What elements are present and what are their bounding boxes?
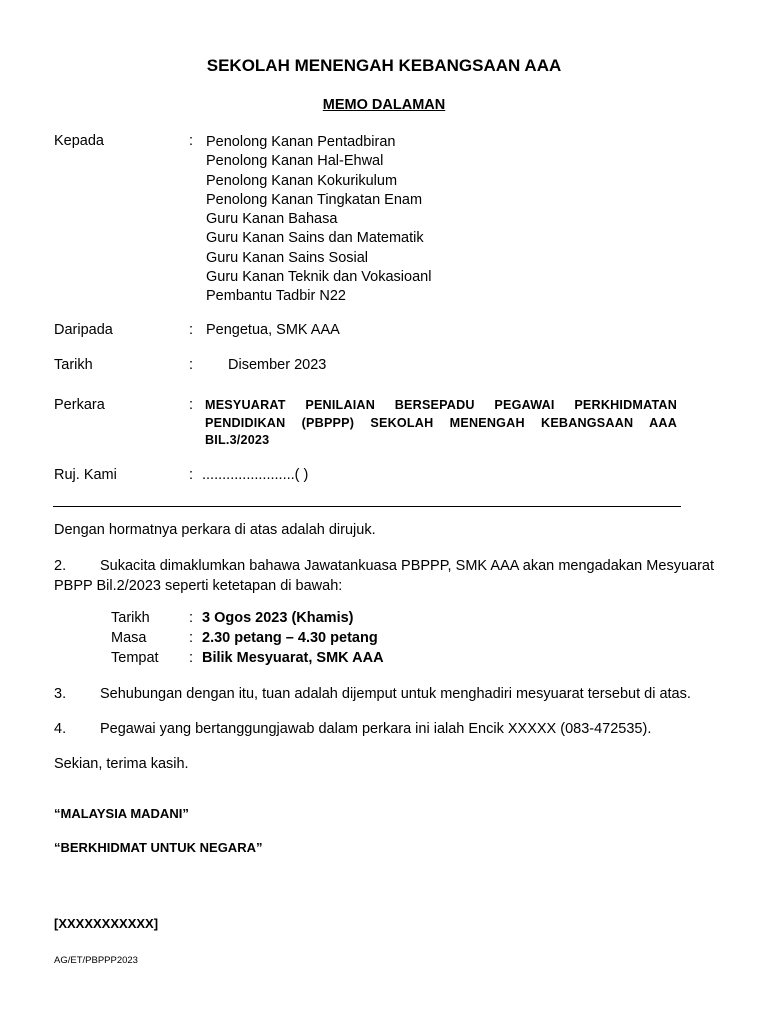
- daripada-label: Daripada: [54, 322, 113, 338]
- schedule-colon: :: [189, 650, 194, 666]
- tarikh-value: Disember 2023: [228, 357, 327, 373]
- school-name: SEKOLAH MENENGAH KEBANGSAAN AAA: [206, 56, 562, 75]
- header-divider: [53, 506, 681, 507]
- ruj-value: .......................( ): [202, 467, 309, 483]
- daripada-colon: :: [189, 322, 194, 338]
- reference-code: AG/ET/PBPPP2023: [54, 955, 138, 966]
- opening-line: Dengan hormatnya perkara di atas adalah dirujuk.: [54, 522, 376, 538]
- paragraph-3: [54, 685, 691, 705]
- tarikh-colon: :: [189, 357, 194, 373]
- schedule-colon: :: [189, 610, 194, 626]
- slogan-madani: “MALAYSIA MADANI”: [54, 806, 189, 821]
- paragraph-4: [54, 720, 651, 740]
- recipient-list: [206, 133, 431, 307]
- perkara-label: Perkara: [54, 397, 105, 413]
- schedule-colon: :: [189, 630, 194, 646]
- paragraph-text: Sehubungan dengan itu, tuan adalah dijemput untuk menghadiri mesyuarat tersebut di atas.: [100, 686, 691, 702]
- recipient-item: Guru Kanan Bahasa: [206, 211, 338, 228]
- paragraph-number: 3.: [54, 686, 67, 702]
- schedule-place-value: Bilik Mesyuarat, SMK AAA: [202, 650, 384, 666]
- recipient-item: Penolong Kanan Kokurikulum: [206, 172, 398, 189]
- recipient-item: Penolong Kanan Pentadbiran: [206, 134, 396, 150]
- closing-line: Sekian, terima kasih.: [54, 756, 189, 772]
- recipient-item: Penolong Kanan Hal-Ehwal: [206, 153, 384, 170]
- recipient-item: Penolong Kanan Tingkatan Enam: [206, 191, 423, 208]
- kepada-colon: :: [189, 133, 194, 149]
- perkara-colon: :: [189, 397, 194, 413]
- signatory-name: [XXXXXXXXXXX]: [54, 916, 159, 931]
- paragraph-number: 2.: [54, 558, 67, 574]
- daripada-value: Pengetua, SMK AAA: [206, 322, 340, 338]
- recipient-item: Guru Kanan Sains Sosial: [206, 249, 369, 266]
- ruj-label: Ruj. Kami: [54, 467, 117, 483]
- paragraph-number: 4.: [54, 721, 67, 737]
- recipient-item: Guru Kanan Teknik dan Vokasioanl: [206, 269, 432, 286]
- schedule-time-label: Masa: [111, 630, 147, 646]
- schedule-time-value: 2.30 petang – 4.30 petang: [202, 630, 378, 646]
- recipient-item: Pembantu Tadbir N22: [206, 288, 346, 305]
- memo-title: MEMO DALAMAN: [322, 97, 446, 113]
- schedule-place-label: Tempat: [111, 650, 159, 666]
- paragraph-text: Pegawai yang bertanggungjawab dalam perkara ini ialah Encik XXXXX (083-472535).: [100, 721, 652, 737]
- perkara-subject: MESYUARAT PENILAIAN BERSEPADU PEGAWAI PERKHIDMATAN PENDIDIKAN (PBPPP) SEKOLAH MENENGAH KEBANGSAAN AAA BIL.3/2023: [205, 398, 677, 447]
- paragraph-text: Sukacita dimaklumkan bahawa Jawatankuasa PBPPP, SMK AAA akan mengadakan Mesyuarat PBPP Bil.2/2023 seperti ketetapan di bawah:: [54, 558, 714, 594]
- schedule-date-value: 3 Ogos 2023 (Khamis): [202, 610, 354, 626]
- tarikh-label: Tarikh: [54, 357, 93, 373]
- slogan-berkhidmat: “BERKHIDMAT UNTUK NEGARA”: [54, 840, 263, 855]
- ruj-colon: :: [189, 467, 194, 483]
- kepada-label: Kepada: [54, 133, 104, 149]
- paragraph-2: [54, 557, 714, 596]
- schedule-date-label: Tarikh: [111, 610, 150, 626]
- recipient-item: Guru Kanan Sains dan Matematik: [206, 230, 424, 247]
